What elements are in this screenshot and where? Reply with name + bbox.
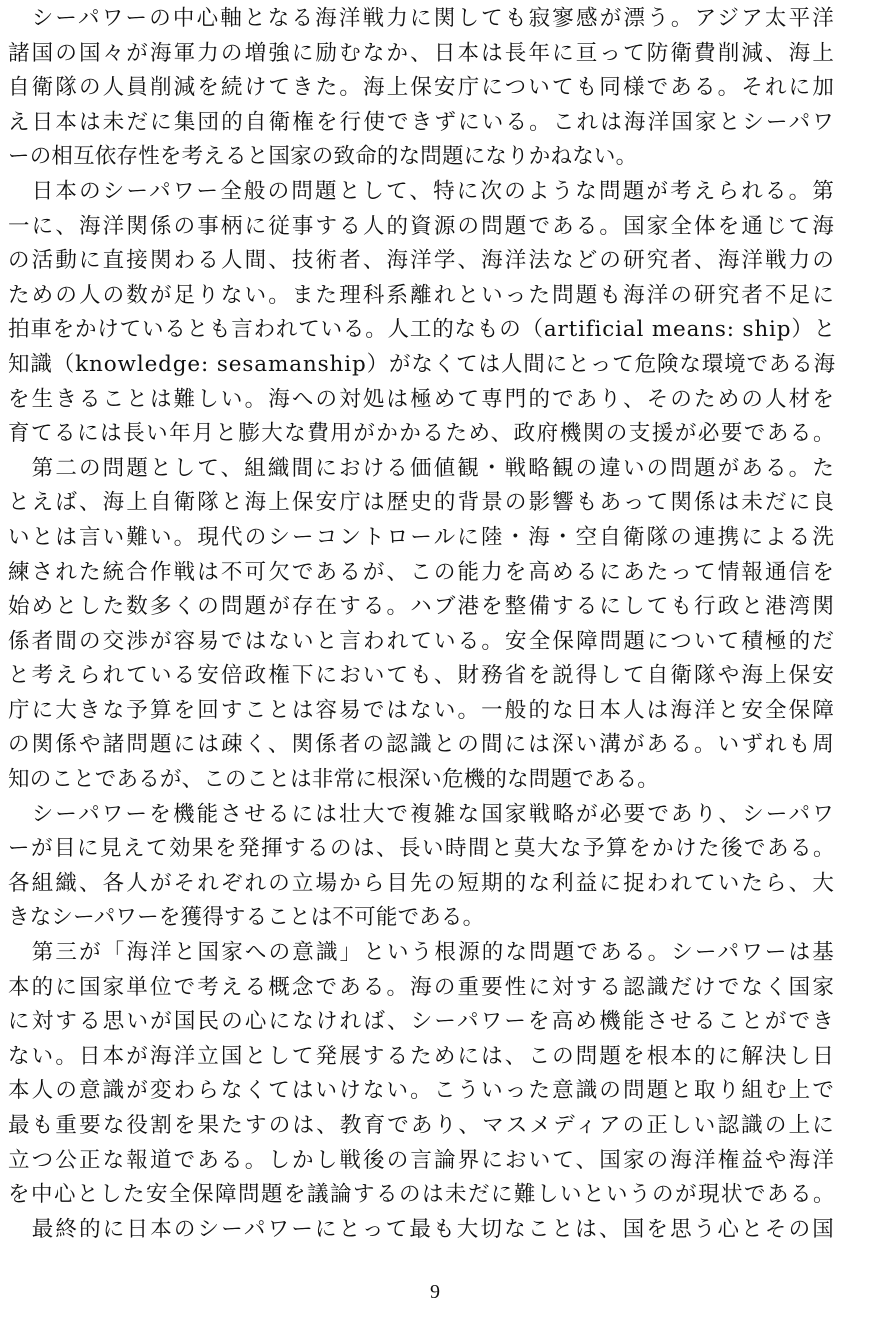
text-line: きなシーパワーを獲得することは不可能である。: [8, 905, 485, 931]
text-line: と考えられている安倍政権下においても、財務省を説得して自衛隊や海上保安: [8, 663, 836, 689]
text-line: 始めとした数多くの問題が存在する。ハブ港を整備するにしても行政と港湾関: [8, 594, 836, 620]
text-line: ための人の数が足りない。また理科系離れといった問題も海洋の研究者不足に: [8, 282, 836, 308]
text-line: 拍車をかけているとも言われている。人工的なもの（artificial means: ship）と: [8, 317, 836, 343]
text-line: 最も重要な役割を果たすのは、教育であり、マスメディアの正しい認識の上に: [8, 1113, 836, 1138]
body-text: [8, 2, 838, 1247]
text-line: 本的に国家単位で考える概念である。海の重要性に対する認識だけでなく国家: [8, 974, 836, 1000]
text-line: 第三が「海洋と国家への意識」という根源的な問題である。シーパワーは基: [8, 940, 836, 966]
text-line: 係者間の交渉が容易ではないと言われている。安全保障問題について積極的だ: [8, 628, 836, 654]
text-line: に対する思いが国民の心になければ、シーパワーを高め機能させることができ: [8, 1009, 836, 1035]
text-line: え日本は未だに集団的自衛権を行使できずにいる。これは海洋国家とシーパワ: [8, 109, 836, 135]
text-line: 本人の意識が変わらなくてはいけない。こういった意識の問題と取り組む上で: [8, 1078, 836, 1104]
text-line: ーの相互依存性を考えると国家の致命的な問題になりかねない。: [8, 144, 638, 170]
text-line: 一に、海洋関係の事柄に従事する人的資源の問題である。国家全体を通じて海: [8, 213, 836, 239]
text-line: とえば、海上自衛隊と海上保安庁は歴史的背景の影響もあって関係は未だに良: [8, 490, 836, 516]
text-line: シーパワーの中心軸となる海洋戦力に関しても寂寥感が漂う。アジア太平洋: [8, 6, 836, 31]
text-line: 各組織、各人がそれぞれの立場から目先の短期的な利益に捉われていたら、大: [8, 870, 836, 896]
text-line: 自衛隊の人員削減を続けてきた。海上保安庁についても同様である。それに加: [8, 75, 836, 101]
text-line: を生きることは難しい。海への対処は極めて専門的であり、そのための人材を: [8, 386, 836, 412]
text-line: いとは言い難い。現代のシーコントロールに陸・海・空自衛隊の連携による洗: [8, 524, 836, 550]
text-line: 最終的に日本のシーパワーにとって最も大切なことは、国を思う心とその国: [8, 1216, 836, 1242]
text-line: 庁に大きな予算を回すことは容易ではない。一般的な日本人は海洋と安全保障: [8, 697, 836, 723]
text-line: 練された統合作戦は不可欠であるが、この能力を高めるにあたって情報通信を: [8, 559, 836, 585]
text-line: ーが目に見えて効果を発揮するのは、長い時間と莫大な予算をかけた後である。: [8, 836, 836, 862]
text-line: 日本のシーパワー全般の問題として、特に次のような問題が考えられる。第: [8, 178, 836, 204]
text-line: ない。日本が海洋立国として発展するためには、この問題を根本的に解決し日: [8, 1043, 836, 1069]
text-line: 知のことであるが、このことは非常に根深い危機的な問題である。: [8, 767, 660, 793]
text-line: の関係や諸問題には疎く、関係者の認識との間には深い溝がある。いずれも周: [8, 732, 836, 758]
text-line: 育てるには長い年月と膨大な費用がかかるため、政府機関の支援が必要である。: [8, 421, 836, 447]
text-line: を中心とした安全保障問題を議論するのは未だに難しいというのが現状である。: [8, 1182, 836, 1208]
page-number: 9: [430, 1281, 440, 1303]
text-line: 第二の問題として、組織間における価値観・戦略観の違いの問題がある。た: [8, 455, 836, 481]
text-line: の活動に直接関わる人間、技術者、海洋学、海洋法などの研究者、海洋戦力の: [8, 248, 836, 274]
text-line: 立つ公正な報道である。しかし戦後の言論界において、国家の海洋権益や海洋: [8, 1147, 836, 1173]
text-line: シーパワーを機能させるには壮大で複雑な国家戦略が必要であり、シーパワ: [8, 801, 836, 827]
text-line: 知識（knowledge: sesamanship）がなくては人間にとって危険な環境である海: [8, 351, 836, 377]
text-line: 諸国の国々が海軍力の増強に励むなか、日本は長年に亘って防衛費削減、海上: [8, 40, 836, 66]
